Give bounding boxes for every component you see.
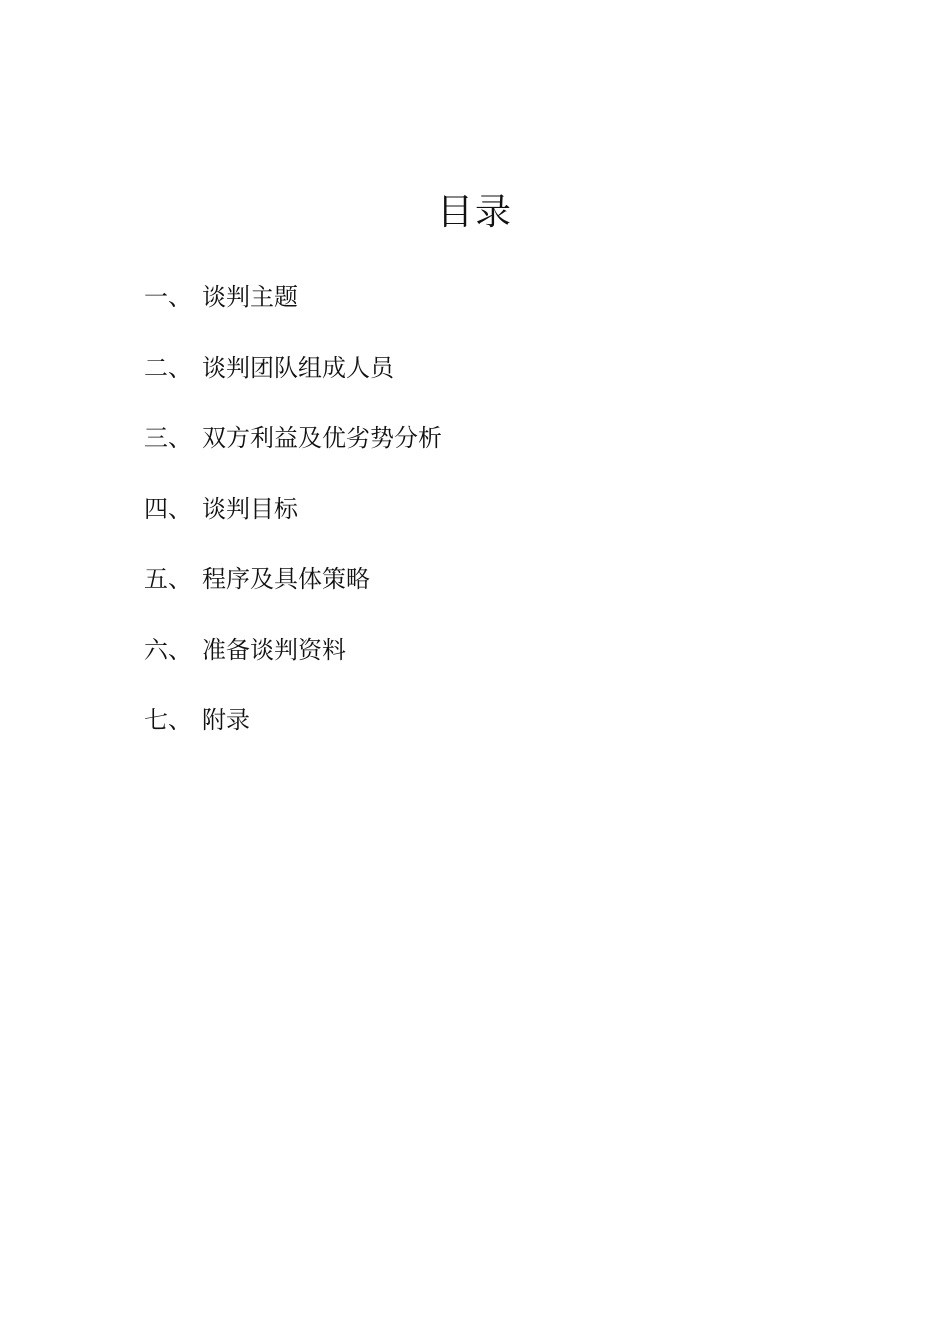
toc-item-number: 二、 xyxy=(144,353,192,382)
toc-list xyxy=(144,282,442,776)
toc-item[interactable] xyxy=(144,564,442,635)
toc-item-number: 五、 xyxy=(144,565,192,593)
toc-item-number: 三、 xyxy=(144,424,192,452)
toc-item-number: 一、 xyxy=(144,283,192,311)
toc-item-text: 准备谈判资料 xyxy=(202,635,346,664)
toc-item-number: 六、 xyxy=(144,635,192,664)
toc-item[interactable] xyxy=(144,282,442,353)
toc-item[interactable] xyxy=(144,353,442,424)
toc-item-text: 谈判目标 xyxy=(202,494,298,523)
toc-item[interactable] xyxy=(144,635,442,706)
toc-item-text: 谈判主题 xyxy=(202,283,298,311)
toc-item[interactable] xyxy=(144,705,442,776)
toc-item-number: 七、 xyxy=(144,706,192,734)
toc-item-text: 双方利益及优劣势分析 xyxy=(202,424,442,452)
toc-item-text: 谈判团队组成人员 xyxy=(202,353,394,382)
toc-item-text: 附录 xyxy=(202,706,250,734)
toc-item[interactable] xyxy=(144,423,442,494)
toc-item-text: 程序及具体策略 xyxy=(202,565,370,593)
toc-item[interactable] xyxy=(144,494,442,565)
toc-title: 目录 xyxy=(436,192,513,233)
toc-item-number: 四、 xyxy=(144,494,192,523)
page-header xyxy=(144,118,176,139)
